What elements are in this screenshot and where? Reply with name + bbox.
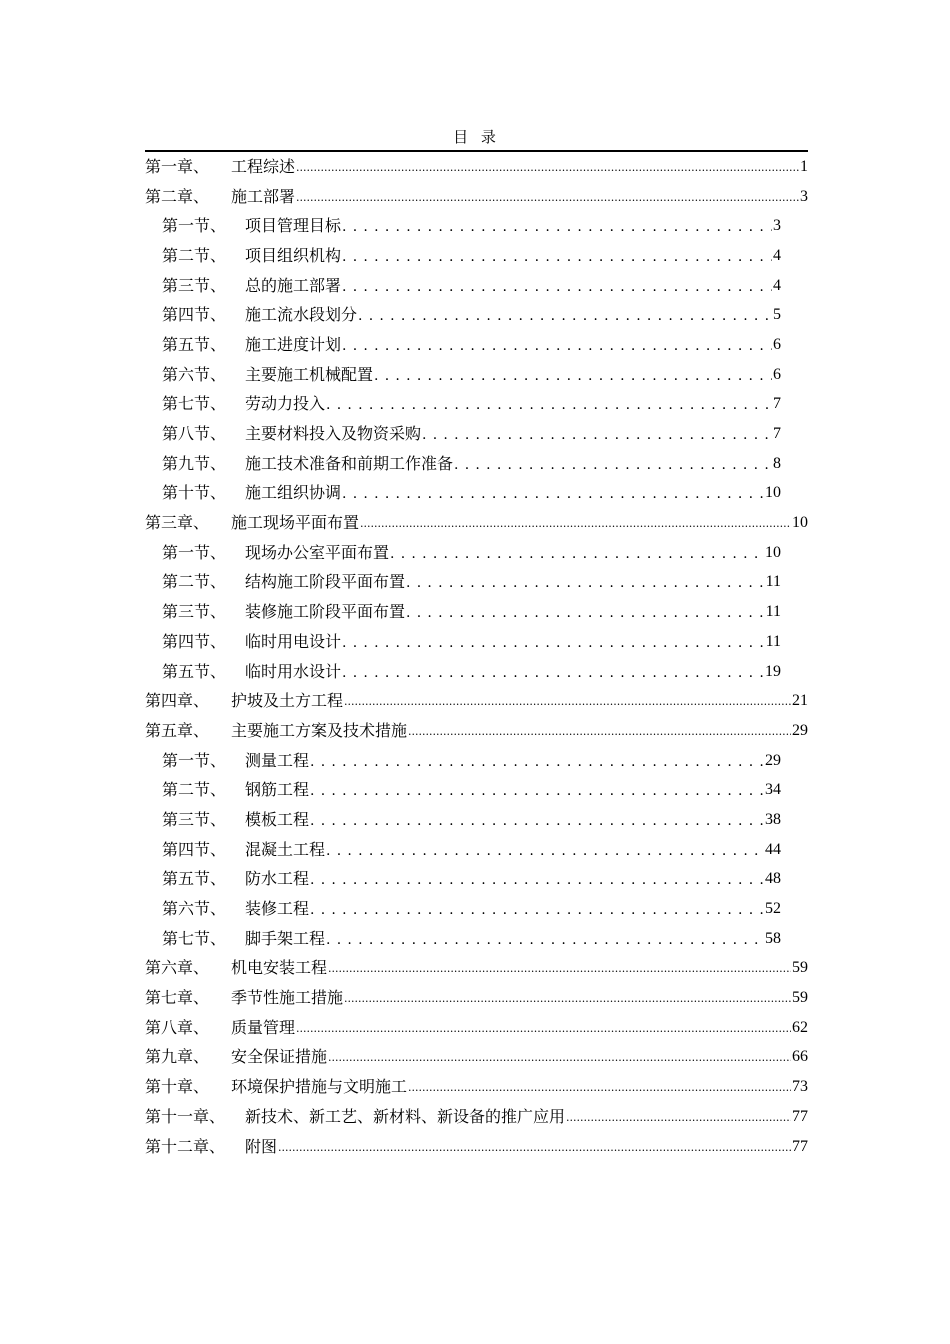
dot-leader — [310, 751, 764, 771]
toc-section-entry[interactable] — [145, 657, 808, 687]
toc-entry-page-number: 59 — [792, 959, 808, 977]
toc-entry-page-number: 10 — [765, 484, 781, 502]
toc-list — [145, 152, 808, 1161]
toc-chapter-entry[interactable] — [145, 182, 808, 212]
toc-entry-number: 第四节、 — [162, 305, 227, 325]
toc-chapter-entry[interactable] — [145, 152, 808, 182]
toc-entry-page-number: 6 — [773, 365, 781, 383]
toc-entry-number: 第八节、 — [162, 424, 227, 444]
toc-entry-page-number: 3 — [773, 217, 781, 235]
toc-entry-page-number: 34 — [765, 781, 781, 799]
dot-leader — [342, 632, 765, 652]
toc-section-entry[interactable] — [145, 271, 808, 301]
toc-entry-page-number: 10 — [792, 514, 808, 532]
dot-leader — [310, 899, 764, 919]
dot-leader — [310, 869, 764, 889]
toc-entry-title: 施工进度计划 — [245, 334, 342, 354]
toc-section-entry[interactable] — [145, 479, 808, 509]
toc-entry-page-number: 38 — [765, 810, 781, 828]
toc-entry-number: 第二节、 — [162, 572, 227, 592]
toc-section-entry[interactable] — [145, 449, 808, 479]
toc-entry-title: 混凝土工程 — [245, 839, 326, 859]
toc-entry-number: 第七节、 — [162, 928, 227, 948]
toc-section-entry[interactable] — [145, 568, 808, 598]
toc-entry-number: 第九节、 — [162, 453, 227, 473]
toc-entry-number: 第二节、 — [162, 245, 227, 265]
toc-entry-page-number: 77 — [792, 1137, 808, 1155]
dot-leader — [358, 305, 772, 325]
toc-entry-page-number: 66 — [792, 1048, 808, 1066]
dot-leader — [310, 780, 764, 800]
dot-leader — [390, 543, 764, 563]
toc-entry-title: 主要施工方案及技术措施 — [231, 720, 408, 740]
toc-entry-title: 总的施工部署 — [245, 275, 342, 295]
toc-entry-page-number: 11 — [765, 632, 781, 650]
toc-entry-title: 主要材料投入及物资采购 — [245, 424, 422, 444]
toc-entry-number: 第八章、 — [145, 1017, 210, 1037]
toc-entry-number: 第六节、 — [162, 364, 227, 384]
dot-leader — [342, 662, 764, 682]
toc-chapter-entry[interactable] — [145, 1013, 808, 1043]
toc-entry-number: 第二节、 — [162, 780, 227, 800]
dot-leader — [344, 988, 791, 1008]
toc-entry-page-number: 11 — [765, 573, 781, 591]
toc-entry-page-number: 6 — [773, 335, 781, 353]
toc-entry-page-number: 21 — [792, 692, 808, 710]
toc-entry-page-number: 7 — [773, 395, 781, 413]
toc-entry-page-number: 7 — [773, 425, 781, 443]
toc-chapter-entry[interactable] — [145, 508, 808, 538]
dot-leader — [342, 246, 772, 266]
dot-leader — [344, 691, 791, 711]
toc-section-entry[interactable] — [145, 597, 808, 627]
toc-entry-title: 护坡及土方工程 — [231, 691, 344, 711]
dot-leader — [566, 1107, 791, 1127]
dot-leader — [454, 454, 772, 474]
toc-chapter-entry[interactable] — [145, 954, 808, 984]
toc-entry-number: 第一章、 — [145, 156, 210, 176]
toc-entry-page-number: 8 — [773, 454, 781, 472]
dot-leader — [422, 424, 772, 444]
dot-leader — [408, 1077, 791, 1097]
toc-entry-title: 结构施工阶段平面布置 — [245, 572, 406, 592]
dot-leader — [278, 1137, 791, 1157]
toc-entry-number: 第五节、 — [162, 661, 227, 681]
toc-entry-title: 临时用水设计 — [245, 661, 342, 681]
toc-entry-title: 季节性施工措施 — [231, 988, 344, 1008]
toc-entry-number: 第三节、 — [162, 602, 227, 622]
toc-entry-title: 项目管理目标 — [245, 216, 342, 236]
toc-entry-number: 第三节、 — [162, 275, 227, 295]
toc-entry-number: 第十二章、 — [145, 1136, 226, 1156]
toc-section-entry[interactable] — [145, 360, 808, 390]
toc-entry-title: 新技术、新工艺、新材料、新设备的推广应用 — [245, 1106, 566, 1126]
toc-entry-title: 临时用电设计 — [245, 631, 342, 651]
toc-entry-title: 附图 — [245, 1136, 278, 1156]
toc-entry-page-number: 19 — [765, 662, 781, 680]
dot-leader — [328, 1047, 791, 1067]
dot-leader — [310, 810, 764, 830]
toc-entry-title: 主要施工机械配置 — [245, 364, 374, 384]
toc-entry-title: 施工技术准备和前期工作准备 — [245, 453, 454, 473]
dot-leader — [296, 1018, 791, 1038]
toc-entry-title: 施工部署 — [231, 186, 296, 206]
toc-section-entry[interactable] — [145, 924, 808, 954]
dot-leader — [296, 157, 799, 177]
toc-entry-number: 第九章、 — [145, 1047, 210, 1067]
toc-chapter-entry[interactable] — [145, 983, 808, 1013]
toc-entry-title: 劳动力投入 — [245, 394, 326, 414]
toc-entry-number: 第四节、 — [162, 631, 227, 651]
toc-entry-page-number: 3 — [800, 187, 808, 205]
toc-section-entry[interactable] — [145, 835, 808, 865]
toc-entry-page-number: 59 — [792, 989, 808, 1007]
toc-entry-page-number: 52 — [765, 900, 781, 918]
dot-leader — [360, 513, 791, 533]
toc-entry-number: 第一节、 — [162, 750, 227, 770]
toc-section-entry[interactable] — [145, 894, 808, 924]
toc-entry-number: 第一节、 — [162, 542, 227, 562]
toc-chapter-entry[interactable] — [145, 1132, 808, 1162]
toc-entry-title: 现场办公室平面布置 — [245, 542, 390, 562]
toc-section-entry[interactable] — [145, 627, 808, 657]
dot-leader — [406, 572, 765, 592]
toc-entry-number: 第四章、 — [145, 691, 210, 711]
toc-section-entry[interactable] — [145, 746, 808, 776]
dot-leader — [328, 958, 791, 978]
toc-section-entry[interactable] — [145, 241, 808, 271]
toc-entry-page-number: 4 — [773, 276, 781, 294]
toc-entry-number: 第五节、 — [162, 334, 227, 354]
toc-entry-page-number: 77 — [792, 1107, 808, 1125]
toc-section-entry[interactable] — [145, 390, 808, 420]
toc-entry-title: 项目组织机构 — [245, 245, 342, 265]
toc-entry-number: 第十章、 — [145, 1077, 210, 1097]
toc-chapter-entry[interactable] — [145, 1043, 808, 1073]
toc-section-entry[interactable] — [145, 300, 808, 330]
toc-section-entry[interactable] — [145, 805, 808, 835]
toc-entry-number: 第七节、 — [162, 394, 227, 414]
toc-section-entry[interactable] — [145, 419, 808, 449]
toc-entry-number: 第六章、 — [145, 958, 210, 978]
toc-chapter-entry[interactable] — [145, 1102, 808, 1132]
toc-entry-number: 第十一章、 — [145, 1106, 226, 1126]
toc-entry-page-number: 29 — [792, 721, 808, 739]
toc-entry-page-number: 62 — [792, 1018, 808, 1036]
toc-entry-number: 第六节、 — [162, 899, 227, 919]
toc-chapter-entry[interactable] — [145, 686, 808, 716]
toc-entry-title: 工程综述 — [231, 156, 296, 176]
toc-entry-number: 第五节、 — [162, 869, 227, 889]
toc-entry-title: 脚手架工程 — [245, 928, 326, 948]
toc-entry-page-number: 1 — [800, 157, 808, 175]
toc-entry-title: 机电安装工程 — [231, 958, 328, 978]
toc-entry-title: 施工流水段划分 — [245, 305, 358, 325]
toc-entry-title: 钢筋工程 — [245, 780, 310, 800]
toc-entry-number: 第七章、 — [145, 988, 210, 1008]
dot-leader — [326, 929, 764, 949]
toc-entry-title: 环境保护措施与文明施工 — [231, 1077, 408, 1097]
toc-entry-page-number: 5 — [773, 306, 781, 324]
toc-entry-title: 施工现场平面布置 — [231, 513, 360, 533]
toc-entry-number: 第十节、 — [162, 483, 227, 503]
toc-section-entry[interactable] — [145, 211, 808, 241]
toc-title: 目 录 — [453, 128, 500, 146]
toc-entry-title: 模板工程 — [245, 809, 310, 829]
dot-leader — [326, 840, 764, 860]
toc-entry-number: 第五章、 — [145, 720, 210, 740]
toc-entry-page-number: 48 — [765, 870, 781, 888]
toc-section-entry[interactable] — [145, 538, 808, 568]
toc-entry-number: 第四节、 — [162, 839, 227, 859]
toc-entry-page-number: 29 — [765, 751, 781, 769]
toc-entry-number: 第三章、 — [145, 513, 210, 533]
toc-entry-number: 第三节、 — [162, 809, 227, 829]
toc-entry-number: 第一节、 — [162, 216, 227, 236]
dot-leader — [342, 335, 772, 355]
toc-chapter-entry[interactable] — [145, 1072, 808, 1102]
toc-entry-title: 质量管理 — [231, 1017, 296, 1037]
toc-entry-title: 测量工程 — [245, 750, 310, 770]
toc-entry-title: 安全保证措施 — [231, 1047, 328, 1067]
toc-entry-page-number: 11 — [765, 603, 781, 621]
toc-entry-page-number: 10 — [765, 543, 781, 561]
toc-chapter-entry[interactable] — [145, 716, 808, 746]
toc-section-entry[interactable] — [145, 865, 808, 895]
dot-leader — [342, 216, 772, 236]
dot-leader — [406, 602, 765, 622]
dot-leader — [296, 187, 799, 207]
dot-leader — [342, 276, 772, 296]
toc-entry-title: 装修施工阶段平面布置 — [245, 602, 406, 622]
toc-entry-title: 施工组织协调 — [245, 483, 342, 503]
toc-entry-number: 第二章、 — [145, 186, 210, 206]
toc-section-entry[interactable] — [145, 330, 808, 360]
toc-section-entry[interactable] — [145, 775, 808, 805]
dot-leader — [326, 394, 772, 414]
dot-leader — [374, 365, 772, 385]
toc-entry-page-number: 58 — [765, 929, 781, 947]
toc-entry-page-number: 44 — [765, 840, 781, 858]
toc-entry-title: 防水工程 — [245, 869, 310, 889]
dot-leader — [342, 483, 764, 503]
toc-entry-page-number: 4 — [773, 246, 781, 264]
toc-entry-page-number: 73 — [792, 1078, 808, 1096]
toc-entry-title: 装修工程 — [245, 899, 310, 919]
dot-leader — [408, 721, 791, 741]
